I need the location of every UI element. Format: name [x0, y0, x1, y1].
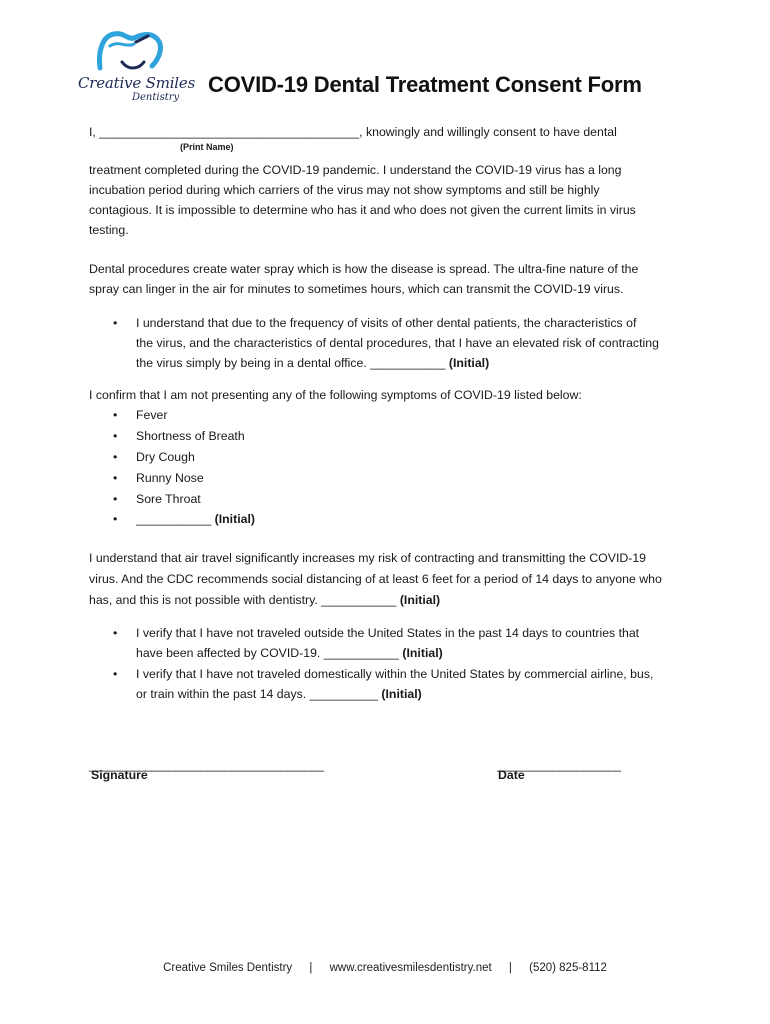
symptom-item: Shortness of Breath [136, 429, 245, 443]
footer-separator: | [508, 962, 512, 974]
footer-website-link[interactable]: www.creativesmilesdentistry.net [329, 962, 492, 974]
initial-label: (Initial) [402, 646, 443, 660]
symptoms-heading: I confirm that I am not presenting any of the following symptoms of COVID-19 listed below: [89, 388, 582, 402]
travel-paragraph-line [89, 590, 440, 611]
bullet-icon: • [113, 450, 118, 464]
symptom-item: Runny Nose [136, 471, 204, 485]
symptoms-initial-blank: ___________ [136, 512, 215, 526]
bullet-icon: • [113, 408, 118, 422]
symptom-item: Fever [136, 408, 168, 422]
practice-logo [78, 30, 196, 106]
logo-name: Creative Smiles [78, 74, 196, 92]
risk-bullet-line: the virus, and the characteristics of dental procedures, that I have an elevated risk of contracting [136, 336, 659, 350]
tooth-logo-icon [92, 30, 172, 80]
footer-practice-name: Creative Smiles Dentistry [163, 962, 293, 974]
logo-subtitle: Dentistry [132, 92, 180, 103]
signature-line: ______________________________________ [89, 758, 324, 772]
initial-label: (Initial) [381, 687, 422, 701]
spray-paragraph-line: Dental procedures create water spray which is how the disease is spread. The ultra-fine nature of the [89, 262, 639, 276]
page-footer [0, 962, 770, 974]
bullet-icon: • [113, 316, 118, 330]
intro-paragraph-line: testing. [89, 223, 129, 237]
travel-initial-blank: has, and this is not possible with dentistry. ___________ [89, 593, 400, 607]
verify-bullet-line [136, 643, 443, 664]
travel-paragraph-line: virus. And the CDC recommends social distancing of at least 6 feet for a period of 14 days to anyone who [89, 572, 662, 586]
intro-paragraph-line: incubation period during which carriers of the virus may not show symptoms and still be highly [89, 183, 600, 197]
bullet-icon: • [113, 429, 118, 443]
initial-label: (Initial) [214, 512, 255, 526]
verify-bullet-line: I verify that I have not traveled outside the United States in the past 14 days to countries that [136, 626, 640, 640]
bullet-icon: • [113, 492, 118, 506]
date-line: ____________________ [497, 758, 621, 772]
bullet-icon: • [113, 471, 118, 485]
footer-phone: (520) 825-8112 [529, 962, 607, 974]
signature-label: Signature [91, 768, 148, 782]
page-title: COVID-19 Dental Treatment Consent Form [208, 72, 642, 97]
date-label: Date [498, 768, 525, 782]
risk-bullet-line: I understand that due to the frequency of visits of other dental patients, the characteristics of [136, 316, 637, 330]
initial-label: (Initial) [448, 356, 490, 370]
symptom-item: Dry Cough [136, 450, 195, 464]
risk-bullet-line [136, 353, 489, 374]
verify-bullet-line [136, 684, 422, 705]
intro-paragraph-line: treatment completed during the COVID-19 pandemic. I understand the COVID-19 virus has a long [89, 163, 622, 177]
symptoms-initial-line [136, 509, 255, 530]
verify-initial-blank: or train within the past 14 days. __________ [136, 687, 382, 701]
risk-initial-blank: the virus simply by being in a dental office. ___________ [136, 356, 449, 370]
print-name-label: (Print Name) [180, 142, 234, 152]
bullet-icon: • [113, 512, 118, 526]
initial-label: (Initial) [399, 593, 441, 607]
verify-bullet-line: I verify that I have not traveled domestically within the United States by commercial airline, bus, [136, 667, 654, 681]
travel-paragraph-line: I understand that air travel significantly increases my risk of contracting and transmitting the COVID-19 [89, 551, 647, 565]
footer-separator: | [309, 962, 313, 974]
intro-paragraph-line: contagious. It is impossible to determine who has it and who does not given the current limits in virus [89, 203, 636, 217]
spray-paragraph-line: spray can linger in the air for minutes to sometimes hours, which can transmit the COVID-19 virus. [89, 282, 624, 296]
bullet-icon: • [113, 626, 118, 640]
print-name-line: I, ______________________________________, knowingly and willingly consent to have dental [89, 125, 617, 139]
symptom-item: Sore Throat [136, 492, 201, 506]
verify-initial-blank: have been affected by COVID-19. ___________ [136, 646, 403, 660]
bullet-icon: • [113, 667, 118, 681]
